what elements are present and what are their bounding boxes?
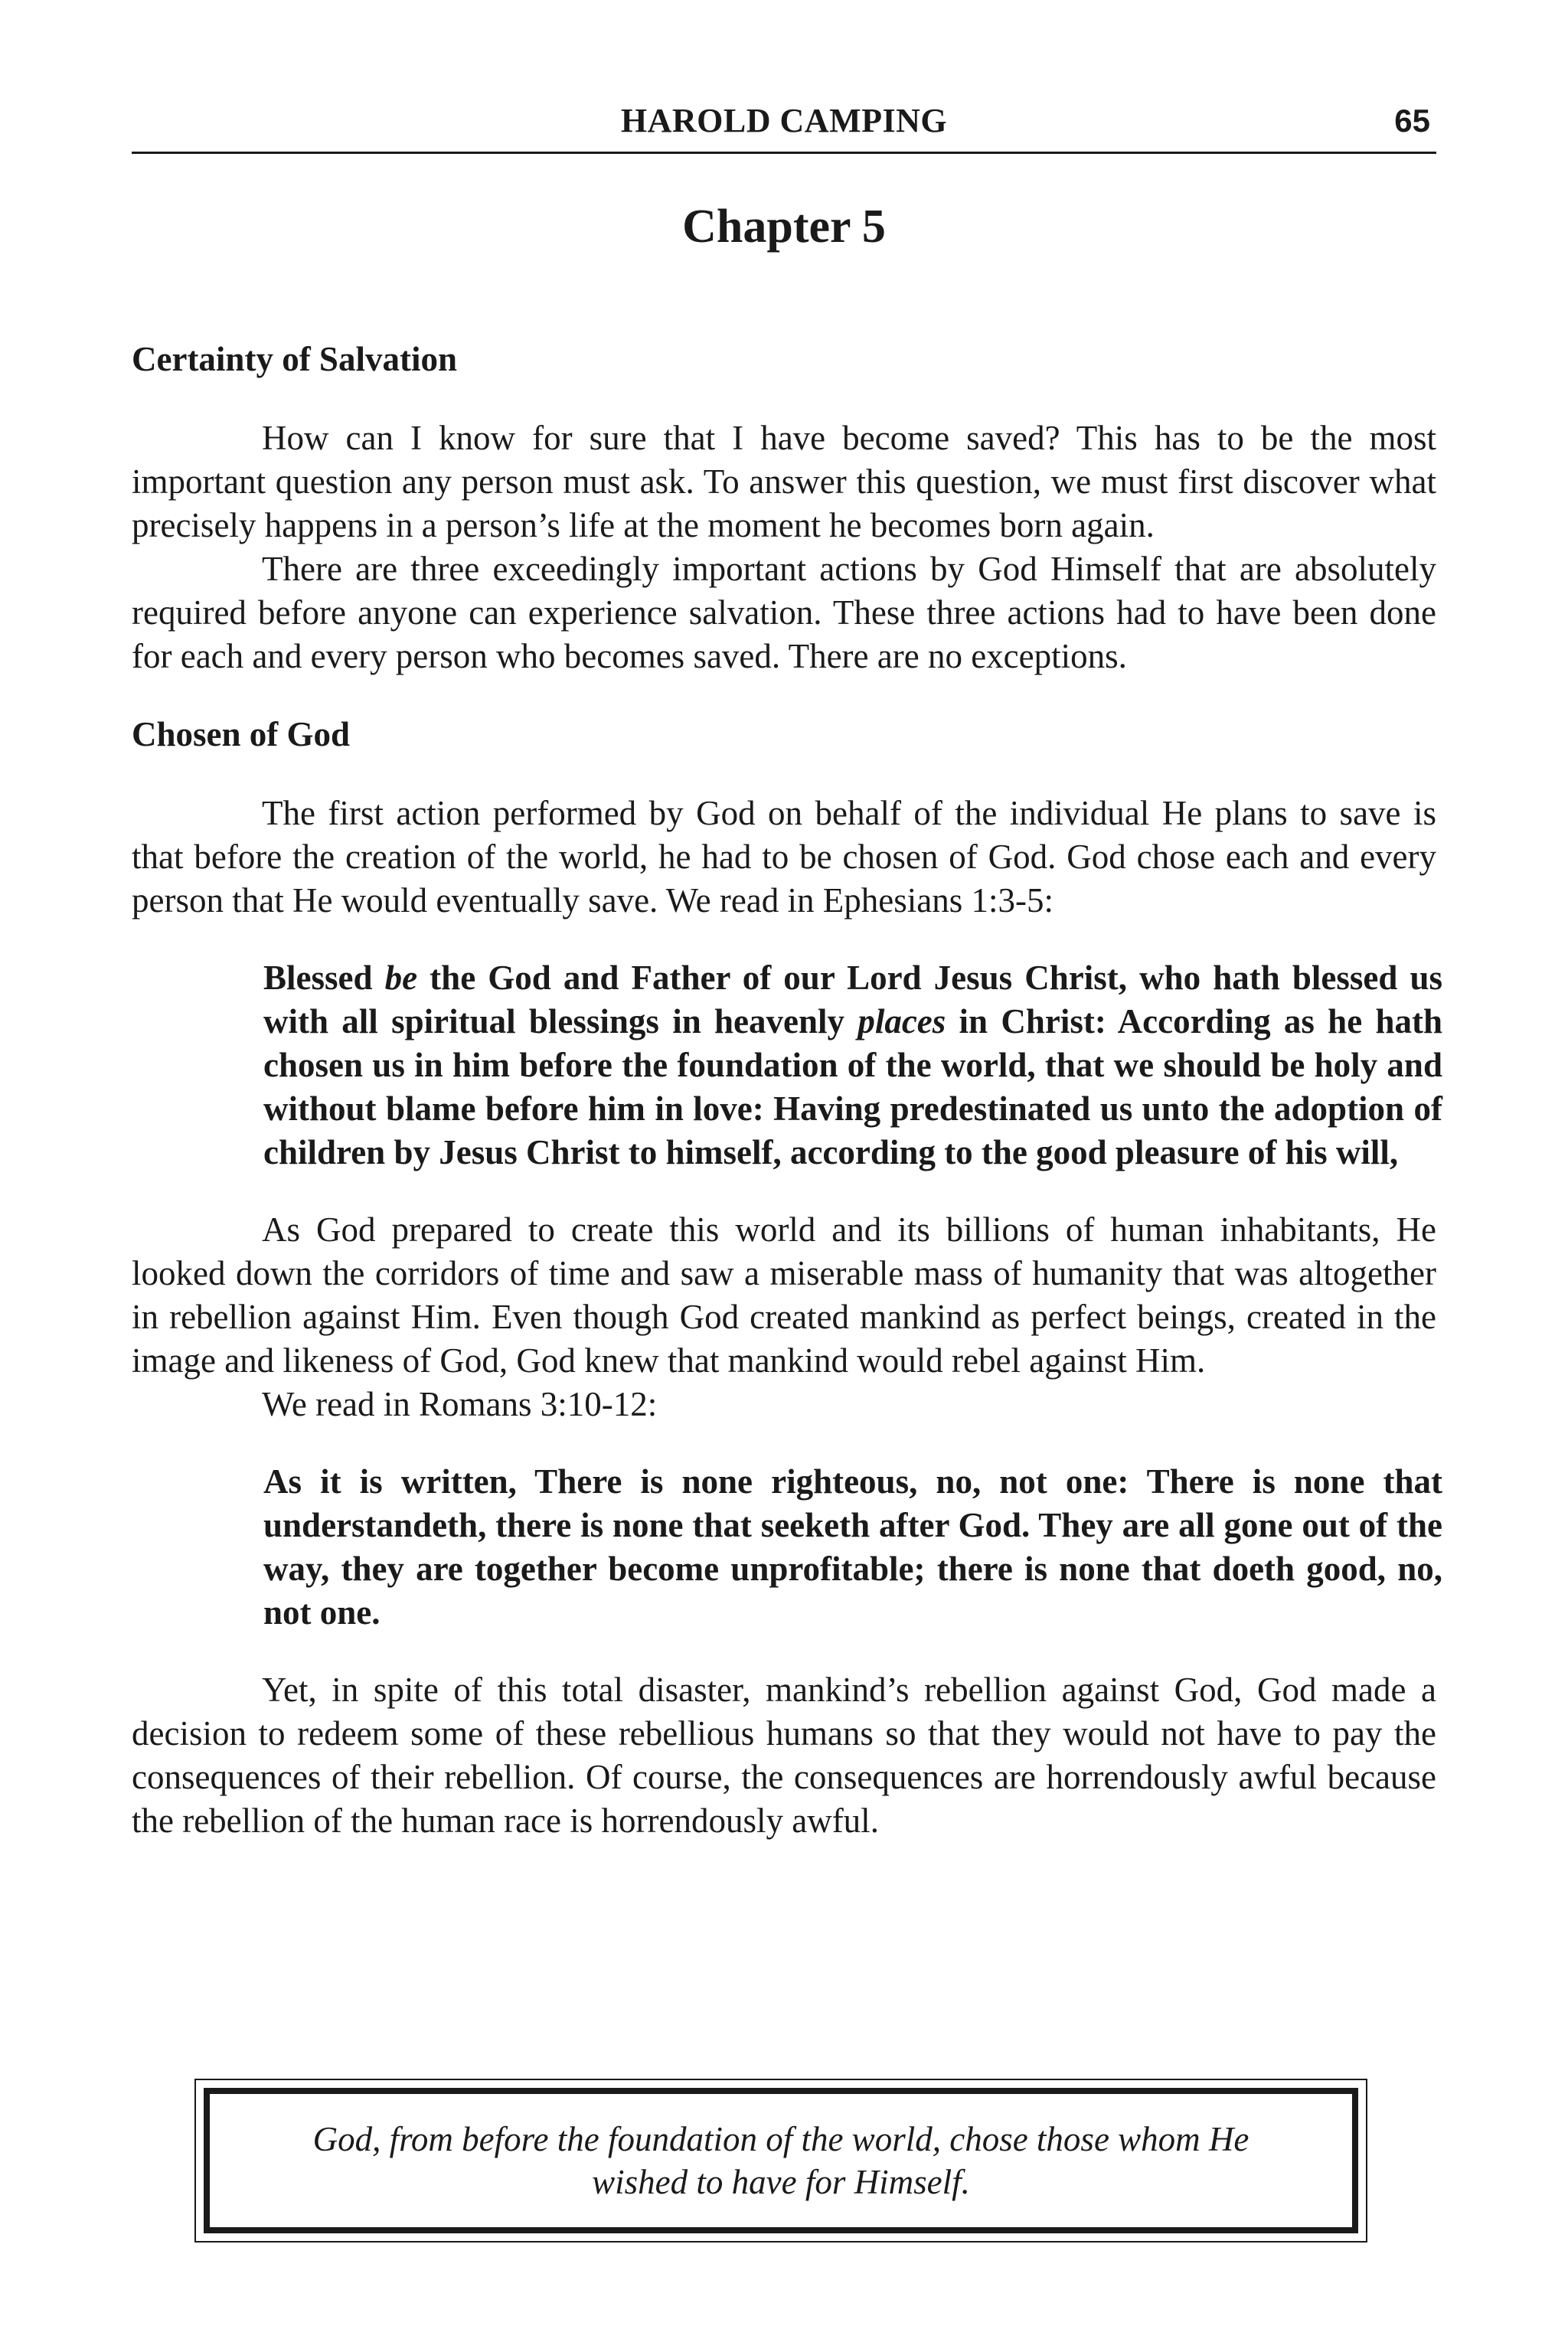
body-paragraph: How can I know for sure that I have become saved? This has to be the most important question any person must ask. To answer this question, we must first discover what precisely happens in a person’s life at the moment he becomes born again. — [132, 419, 1436, 544]
page-content — [132, 337, 1443, 1843]
body-paragraph: We read in Romans 3:10-12: — [262, 1385, 658, 1423]
section-heading-certainty: Certainty of Salvation — [132, 340, 457, 378]
quote-text: in Christ: According as he hath chosen us in him before the foundation of the world, that we should be holy and without blame before him in love: Having predestinated us unto the adoption of children by Jesus Christ to himself, according to the good pleasure of his will, — [263, 1002, 1442, 1171]
callout-box — [194, 2079, 1367, 2243]
body-paragraph: Yet, in spite of this total disaster, mankind’s rebellion against God, God made a decision to redeem some of these rebellious humans so that they would not have to pay the consequences of their rebellion. Of course, the consequences are horrendously awful because the rebellion of the human race is horrendously awful. — [132, 1671, 1436, 1840]
book-page — [132, 0, 1443, 2352]
body-paragraph: As God prepared to create this world and its billions of human inhabitants, He looked down the corridors of time and saw a miserable mass of humanity that was altogether in rebellion against Him. Even though God created mankind as perfect beings, created in the image and likeness of God, God knew that mankind would rebel against Him. — [132, 1210, 1436, 1380]
callout-frame — [204, 2088, 1358, 2233]
page-number: 65 — [1394, 103, 1430, 139]
quote-italic-word: be — [384, 959, 418, 997]
quote-text: Blessed — [263, 959, 385, 997]
quote-italic-word: places — [858, 1002, 946, 1040]
quote-text: the God and Father of our Lord Jesus Christ, who hath blessed us with all spiritual blessings in heavenly — [263, 959, 1443, 1040]
running-title: HAROLD CAMPING — [620, 102, 948, 139]
scripture-quote-ephesians — [263, 956, 1557, 1174]
section-heading-chosen: Chosen of God — [132, 715, 351, 753]
callout-text: God, from before the foundation of the world, chose those whom He wished to have for Himself. — [312, 2120, 1250, 2201]
running-header — [132, 100, 1436, 154]
body-paragraph: The first action performed by God on behalf of the individual He plans to save is that before the creation of the world, he had to be chosen of God. God chose each and every person that He would eventually save. We read in Ephesians 1:3-5: — [132, 794, 1436, 920]
scripture-quote-romans: As it is written, There is none righteous, no, not one: There is none that understandeth, there is none that seeketh after God. They are all gone out of the way, they are together become unprofitable; there is none that doeth good, no, not one. — [263, 1462, 1442, 1632]
body-paragraph: There are three exceedingly important actions by God Himself that are absolutely required before anyone can experience salvation. These three actions had to have been done for each and every person who becomes saved. There are no exceptions. — [132, 550, 1436, 675]
chapter-title: Chapter 5 — [682, 201, 886, 253]
